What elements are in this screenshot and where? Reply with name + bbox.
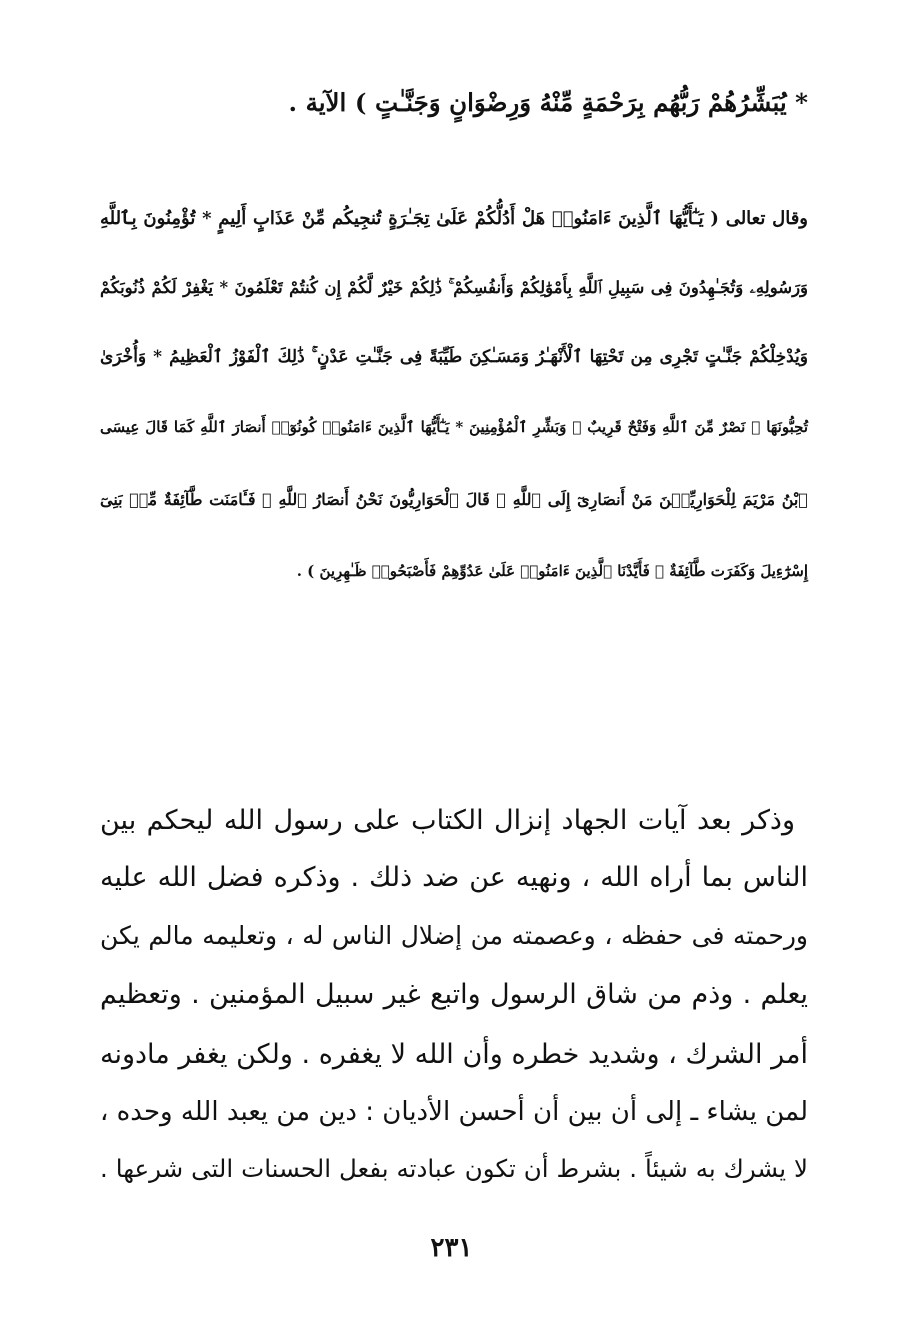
prose-line: وذكر بعد آيات الجهاد إنزال الكتاب على رسول الله ليحكم بين	[100, 805, 795, 836]
verse-line: * يُبَشِّرُهُمْ رَبُّهُم بِرَحْمَةٍ مِّنْهُ وَرِضْوَانٍ وَجَنَّـٰتٍ ) الآية .	[288, 88, 808, 117]
prose-line: يعلم . وذم من شاق الرسول واتبع غير سبيل المؤمنين . وتعظيم	[100, 979, 808, 1010]
prose-line: لمن يشاء ـ إلى أن بين أن أحسن الأديان : دين من يعبد الله وحده ،	[100, 1097, 808, 1127]
verse-line: وَرَسُولِهِۦ وَتُجَـٰهِدُونَ فِى سَبِيلِ ٱللَّهِ بِأَمْوَٰلِكُمْ وَأَنفُسِكُمْ ۚ ذَٰلِكُمْ خَيْرٌ لَّكُمْ إِن كُنتُمْ تَعْلَمُونَ * يَغْفِرْ لَكُمْ ذُنُوبَكُمْ	[100, 278, 808, 297]
prose-line: أمر الشرك ، وشديد خطره وأن الله لا يغفره . ولكن يغفر مادونه	[100, 1039, 808, 1070]
verse-line: وقال تعالى ( يَـٰٓأَيُّهَا ٱلَّذِينَ ءَامَنُوا۟ هَلْ أَدُلُّكُمْ عَلَىٰ تِجَـٰرَةٍ تُنجِيكُم مِّنْ عَذَابٍ أَلِيمٍ * تُؤْمِنُونَ بِٱللَّهِ	[100, 208, 808, 229]
verse-line: ٱبْنُ مَرْيَمَ لِلْحَوَارِيِّـۧنَ مَنْ أَنصَارِىٓ إِلَى ٱللَّهِ ۖ قَالَ ٱلْحَوَارِيُّونَ نَحْنُ أَنصَارُ ٱللَّهِ ۖ فَـَٔامَنَت طَّآئِفَةٌ مِّنۢ بَنِىٓ	[100, 490, 808, 509]
page-number: ٢٣١	[430, 1233, 473, 1263]
prose-line: لا يشرك به شيئاً . بشرط أن تكون عبادته بفعل الحسنات التى شرعها .	[100, 1154, 808, 1183]
verse-line: تُحِبُّونَهَا ۖ نَصْرٌ مِّنَ ٱللَّهِ وَفَتْحٌ قَرِيبٌ ۗ وَبَشِّرِ ٱلْمُؤْمِنِينَ * يَـٰٓأَيُّهَا ٱلَّذِينَ ءَامَنُوا۟ كُونُوٓا۟ أَنصَارَ ٱللَّهِ كَمَا قَالَ عِيسَى	[100, 418, 808, 436]
verse-line: إِسْرَٰٓءِيلَ وَكَفَرَت طَّآئِفَةٌ ۖ فَأَيَّدْنَا ٱلَّذِينَ ءَامَنُوا۟ عَلَىٰ عَدُوِّهِمْ فَأَصْبَحُوا۟ ظَـٰهِرِينَ ) .	[296, 562, 808, 580]
prose-line: الناس بما أراه الله ، ونهيه عن ضد ذلك . وذكره فضل الله عليه	[100, 862, 808, 893]
verse-line: وَيُدْخِلْكُمْ جَنَّـٰتٍ تَجْرِى مِن تَحْتِهَا ٱلْأَنْهَـٰرُ وَمَسَـٰكِنَ طَيِّبَةً فِى جَنَّـٰتِ عَدْنٍ ۚ ذَٰلِكَ ٱلْفَوْزُ ٱلْعَظِيمُ * وَأُخْرَىٰ	[100, 347, 808, 367]
prose-line: ورحمته فى حفظه ، وعصمته من إضلال الناس له ، وتعليمه مالم يكن	[100, 921, 808, 950]
